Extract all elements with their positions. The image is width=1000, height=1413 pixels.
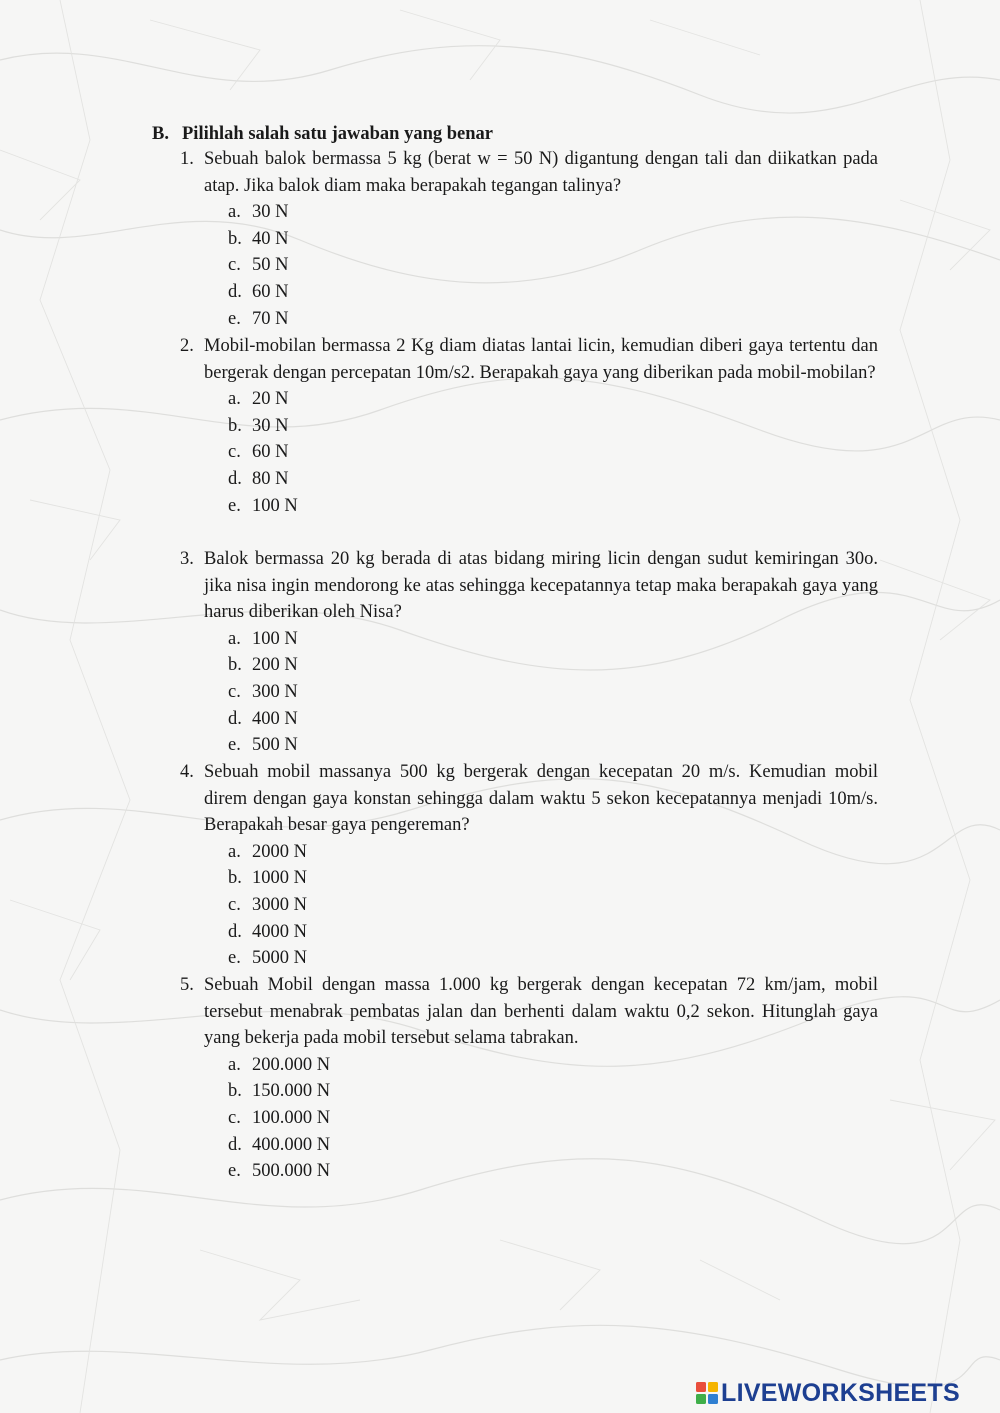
option-list: [228, 199, 878, 332]
option-e[interactable]: [228, 1158, 878, 1185]
option-letter: a.: [228, 202, 241, 223]
question-4: [180, 759, 878, 972]
option-c[interactable]: [228, 892, 878, 919]
logo-tile-1: [696, 1382, 706, 1392]
option-letter: b.: [228, 415, 242, 436]
option-text: 100 N: [252, 628, 298, 649]
option-d[interactable]: [228, 706, 878, 733]
option-d[interactable]: [228, 919, 878, 946]
option-letter: d.: [228, 921, 242, 942]
option-letter: a.: [228, 841, 241, 862]
question-number: 1.: [180, 149, 194, 169]
option-letter: a.: [228, 389, 241, 410]
option-text: 1000 N: [252, 868, 307, 889]
option-list: [228, 1052, 878, 1185]
option-d[interactable]: [228, 279, 878, 306]
option-text: 400.000 N: [252, 1134, 331, 1155]
option-list: [228, 386, 878, 519]
question-text: Sebuah balok bermassa 5 kg (berat w = 50 N) digantung dengan tali dan diikatkan pada atap. Jika balok diam maka berapakah tegangan talinya?: [204, 149, 878, 196]
option-b[interactable]: [228, 413, 878, 440]
option-e[interactable]: [228, 493, 878, 520]
option-letter: b.: [228, 228, 242, 249]
option-letter: b.: [228, 1081, 242, 1102]
option-b[interactable]: [228, 652, 878, 679]
question-2: [180, 333, 878, 519]
brand-name: LIVEWORKSHEETS: [721, 1378, 960, 1407]
option-text: 50 N: [252, 255, 289, 276]
question-number: 2.: [180, 336, 194, 356]
option-text: 80 N: [252, 468, 289, 489]
option-letter: b.: [228, 868, 242, 889]
option-text: 3000 N: [252, 894, 307, 915]
option-text: 500.000 N: [252, 1161, 331, 1182]
option-text: 2000 N: [252, 841, 307, 862]
option-letter: e.: [228, 948, 241, 969]
question-1: [180, 146, 878, 332]
option-letter: c.: [228, 1107, 241, 1128]
option-letter: e.: [228, 308, 241, 329]
option-a[interactable]: [228, 1052, 878, 1079]
question-text: Sebuah mobil massanya 500 kg bergerak dengan kecepatan 20 m/s. Kemudian mobil direm dengan gaya konstan sehingga dalam waktu 5 sekon kecepatannya menjadi 10m/s. Berapakah besar gaya pengereman?: [204, 762, 878, 836]
option-text: 150.000 N: [252, 1081, 331, 1102]
option-text: 40 N: [252, 228, 289, 249]
option-text: 20 N: [252, 389, 289, 410]
option-text: 70 N: [252, 308, 289, 329]
question-number: 3.: [180, 549, 194, 569]
option-c[interactable]: [228, 1105, 878, 1132]
option-c[interactable]: [228, 679, 878, 706]
option-text: 500 N: [252, 735, 298, 756]
option-e[interactable]: [228, 306, 878, 333]
option-letter: a.: [228, 1054, 241, 1075]
option-letter: d.: [228, 1134, 242, 1155]
option-a[interactable]: [228, 386, 878, 413]
option-b[interactable]: [228, 226, 878, 253]
question-text: Sebuah Mobil dengan massa 1.000 kg bergerak dengan kecepatan 72 km/jam, mobil tersebut menabrak pembatas jalan dan berhenti dalam waktu 0,2 sekon. Hitunglah gaya yang bekerja pada mobil tersebut selama tabrakan.: [204, 975, 878, 1049]
option-list: [228, 626, 878, 759]
option-text: 5000 N: [252, 948, 307, 969]
option-letter: c.: [228, 681, 241, 702]
section-letter: B.: [152, 124, 169, 144]
liveworksheets-brand[interactable]: [696, 1378, 960, 1408]
question-3: [180, 546, 878, 759]
option-letter: a.: [228, 628, 241, 649]
option-text: 100 N: [252, 495, 298, 516]
option-a[interactable]: [228, 199, 878, 226]
option-a[interactable]: [228, 626, 878, 653]
question-number: 4.: [180, 762, 194, 782]
option-c[interactable]: [228, 439, 878, 466]
option-letter: e.: [228, 735, 241, 756]
option-c[interactable]: [228, 252, 878, 279]
option-letter: c.: [228, 894, 241, 915]
question-number: 5.: [180, 975, 194, 995]
option-text: 100.000 N: [252, 1107, 331, 1128]
option-text: 60 N: [252, 442, 289, 463]
option-text: 4000 N: [252, 921, 307, 942]
question-5: [180, 972, 878, 1185]
logo-tile-2: [708, 1382, 718, 1392]
option-d[interactable]: [228, 1132, 878, 1159]
option-e[interactable]: [228, 945, 878, 972]
option-letter: d.: [228, 708, 242, 729]
logo-tile-4: [708, 1394, 718, 1404]
section-heading: [152, 121, 493, 147]
option-text: 60 N: [252, 281, 289, 302]
option-e[interactable]: [228, 732, 878, 759]
option-d[interactable]: [228, 466, 878, 493]
question-text: Mobil-mobilan bermassa 2 Kg diam diatas lantai licin, kemudian diberi gaya tertentu dan bergerak dengan percepatan 10m/s2. Berapakah gaya yang diberikan pada mobil-mobilan?: [204, 336, 878, 383]
liveworksheets-logo-icon: [696, 1382, 718, 1404]
option-letter: e.: [228, 495, 241, 516]
option-letter: b.: [228, 655, 242, 676]
question-text: Balok bermassa 20 kg berada di atas bidang miring licin dengan sudut kemiringan 30o. jika nisa ingin mendorong ke atas sehingga kecepatannya tetap maka berapakah gaya yang harus diberikan oleh Nisa?: [204, 549, 878, 623]
option-b[interactable]: [228, 865, 878, 892]
option-letter: c.: [228, 255, 241, 276]
option-list: [228, 839, 878, 972]
option-text: 30 N: [252, 415, 289, 436]
option-letter: d.: [228, 281, 242, 302]
option-letter: d.: [228, 468, 242, 489]
option-text: 200 N: [252, 655, 298, 676]
option-b[interactable]: [228, 1078, 878, 1105]
option-text: 200.000 N: [252, 1054, 331, 1075]
logo-tile-3: [696, 1394, 706, 1404]
section-title: Pilihlah salah satu jawaban yang benar: [182, 124, 493, 144]
option-a[interactable]: [228, 839, 878, 866]
option-text: 400 N: [252, 708, 298, 729]
option-text: 30 N: [252, 202, 289, 223]
option-text: 300 N: [252, 681, 298, 702]
option-letter: e.: [228, 1161, 241, 1182]
option-letter: c.: [228, 442, 241, 463]
